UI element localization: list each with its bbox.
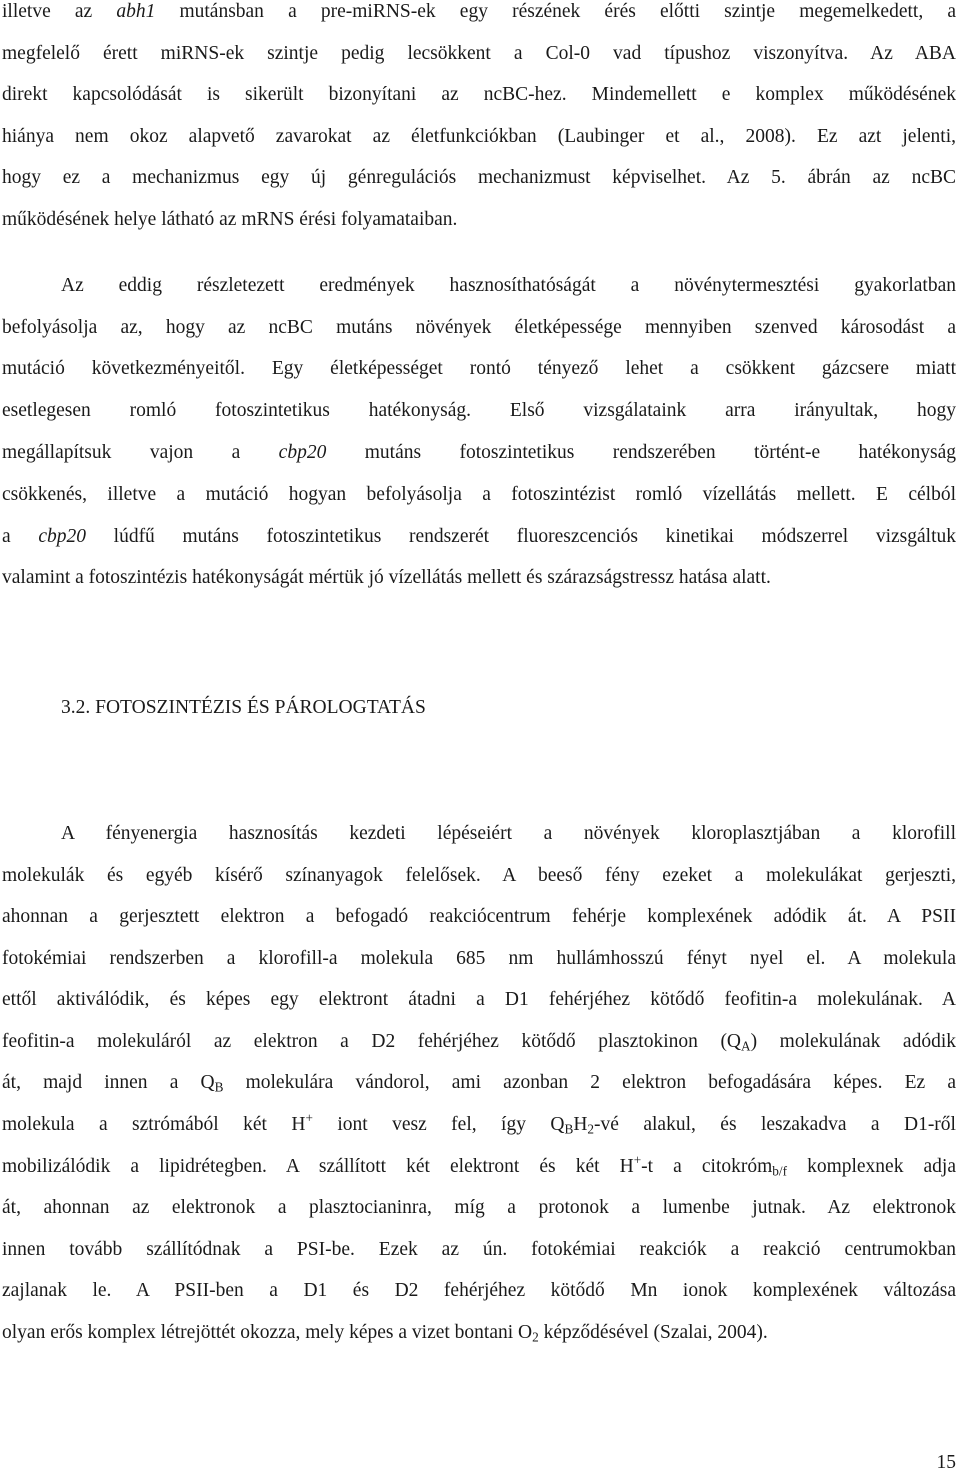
paragraph1-line4: hiánya nem okoz alapvető zavarokat az életfunkciókban (Laubinger et al., 2008). Ez azt jelenti, [2, 126, 956, 147]
paragraph1-line1: illetve az abh1 mutánsban a pre-miRNS-ek egy részének érés előtti szintje megemelkedett, a [2, 1, 956, 22]
paragraph3-line10: át, ahonnan az elektronok a plasztocianinra, míg a protonok a lumenbe jutnak. Az elektronok [2, 1197, 956, 1218]
paragraph3-line9: mobilizálódik a lipidrétegben. A szállított két elektront és két H+-t a citokróm$_{b/f}$ komplexnek adja [2, 1152, 957, 1179]
paragraph1-line5: hogy ez a mechanizmus egy új génregulációs mechanizmust képviselhet. Az 5. ábrán az ncBC [2, 167, 956, 188]
paragraph2-line6: csökkenés, illetve a mutáció hogyan befolyásolja a fotoszintézist romló vízellátás mellett. E célból [2, 484, 956, 505]
paragraph3-line2: molekulák és egyéb kísérő színanyagok felelősek. A beeső fény ezeket a molekulákat gerjeszti, [2, 865, 956, 886]
paragraph1-line3: direkt kapcsolódását is sikerült bizonyítani az ncBC-hez. Mindemellett e komplex működésének [2, 84, 956, 105]
paragraph3-line4: fotokémiai rendszerben a klorofill-a molekula 685 nm hullámhosszú fényt nyel el. A molekula [2, 948, 956, 969]
paragraph1-line2: megfelelő érett miRNS-ek szintje pedig lecsökkent a Col-0 vad típushoz viszonyítva. Az ABA [2, 43, 956, 64]
paragraph3-line13: olyan erős komplex létrejöttét okozza, mely képes a vizet bontani $O_2$ képződésével (Szalai, 2004). [2, 1322, 768, 1345]
section-heading: 3.2. FOTOSZINTÉZIS ÉS PÁROLOGTATÁS [61, 697, 426, 718]
paragraph3-line12: zajlanak le. A PSII-ben a D1 és D2 fehérjéhez kötődő Mn ionok komplexének változása [2, 1280, 956, 1301]
paragraph2-line7: a cbp20 lúdfű mutáns fotoszintetikus rendszerét fluoreszcenciós kinetikai módszerrel vizsgáltuk [2, 526, 956, 547]
paragraph2-line2: befolyásolja az, hogy az ncBC mutáns növények életképessége mennyiben szenved károsodást a [2, 317, 956, 338]
paragraph2-line4: esetlegesen romló fotoszintetikus hatékonyság. Első vizsgálataink arra irányultak, hogy [2, 400, 956, 421]
paragraph1-line6: működésének helye látható az mRNS érési folyamataiban. [2, 209, 458, 230]
paragraph3-line3: ahonnan a gerjesztett elektron a befogadó reakciócentrum fehérje komplexének adódik át. A PSII [2, 906, 956, 927]
paragraph3-line7: át, majd innen a $Q_B$ molekulára vándorol, ami azonban 2 elektron befogadására képes. Ez a [2, 1072, 956, 1095]
paragraph3-line5: ettől aktiválódik, és képes egy elektront átadni a D1 fehérjéhez kötődő feofitin-a molekulának. A [2, 989, 956, 1010]
paragraph2-line3: mutáció következményeitől. Egy életképességet rontó tényező lehet a csökkent gázcsere miatt [2, 358, 956, 379]
paragraph3-line8: molekula a sztrómából két H+ iont vesz fel, így $Q_BH_2-vé$ alakul, és leszakadva a D1-ről [2, 1110, 956, 1137]
page-number: 15 [936, 1452, 956, 1473]
paragraph3-line11: innen tovább szállítódnak a PSI-be. Ezek az ún. fotokémiai reakciók a reakció centrumokban [2, 1239, 956, 1260]
paragraph3-line1: A fényenergia hasznosítás kezdeti lépéseiért a növények kloroplasztjában a klorofill [61, 823, 956, 844]
paragraph3-line6: feofitin-a molekuláról az elektron a D2 fehérjéhez kötődő plasztokinon $(Q_A)$ molekulának adódik [2, 1031, 957, 1054]
paragraph2-line1: Az eddig részletezett eredmények hasznosíthatóságát a növénytermesztési gyakorlatban [61, 275, 956, 296]
paragraph2-line8: valamint a fotoszintézis hatékonyságát mértük jó vízellátás mellett és szárazságstressz hatása alatt. [2, 567, 771, 588]
paragraph2-line5: megállapítsuk vajon a cbp20 mutáns fotoszintetikus rendszerében történt-e hatékonyság [2, 442, 956, 463]
